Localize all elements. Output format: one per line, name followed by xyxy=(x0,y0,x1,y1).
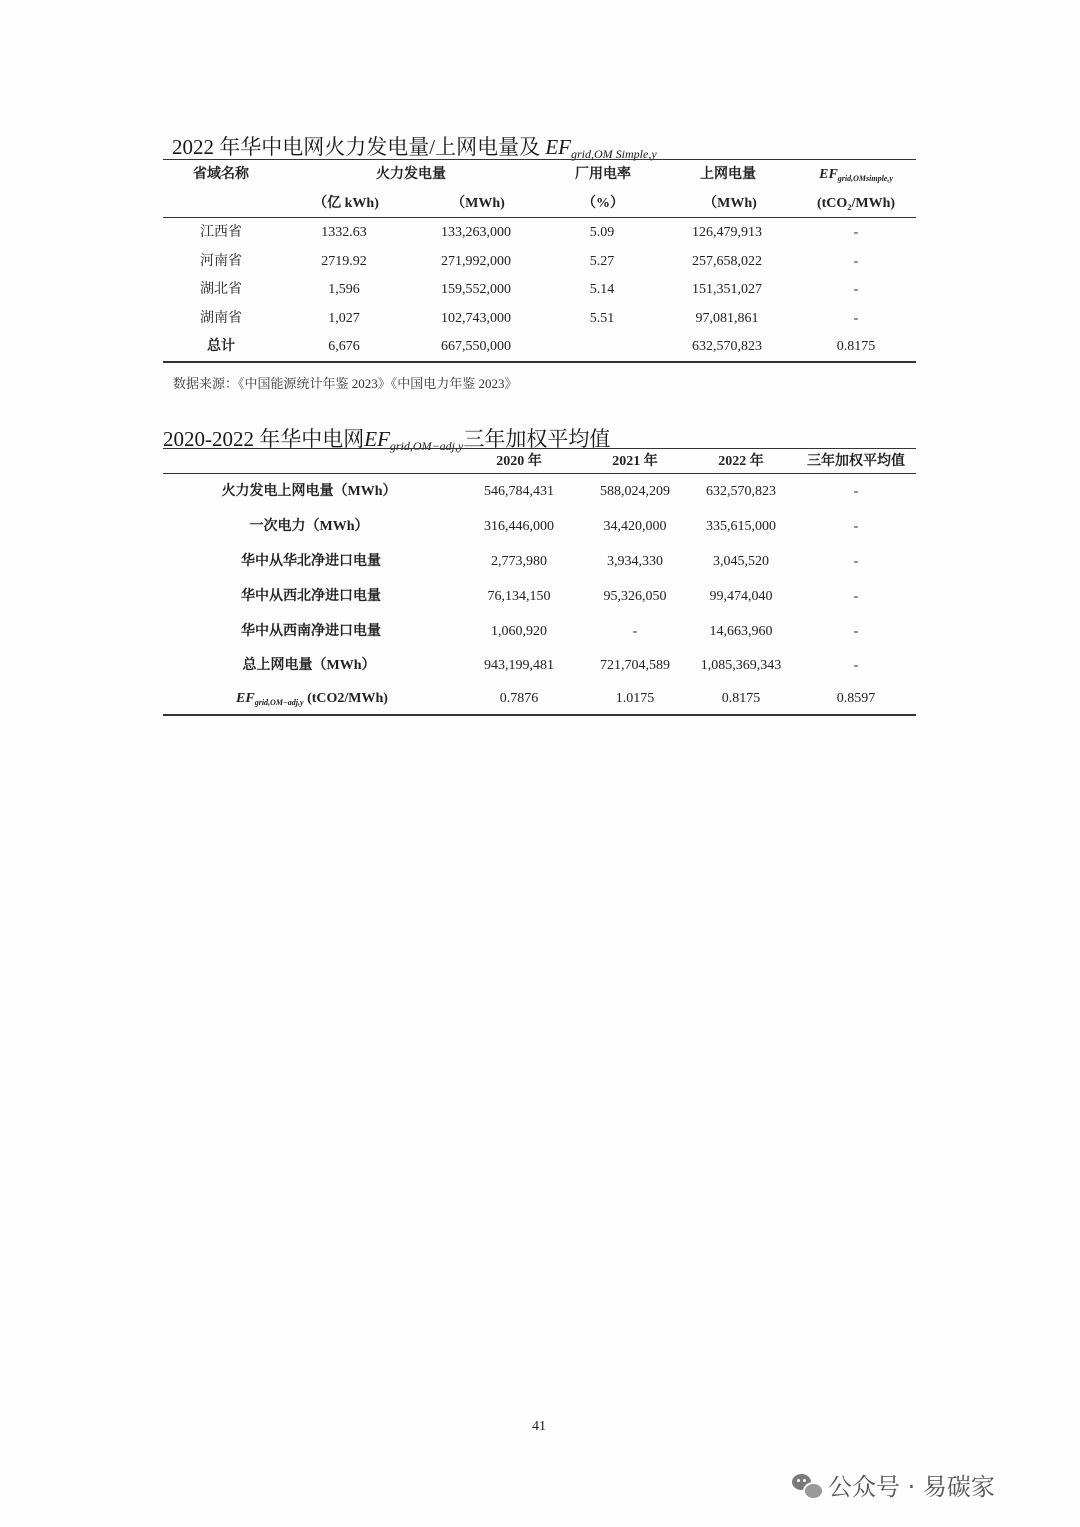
header-ef-unit: (tCO₂/MWh) xyxy=(816,196,896,211)
table2-top-rule xyxy=(163,448,916,449)
header-aux-rate: 厂用电率 xyxy=(575,167,631,182)
header-2021: 2021 年 xyxy=(612,454,658,469)
header-thermal-unit-mwh: （MWh) xyxy=(451,196,505,211)
header-ongrid-unit: （MWh) xyxy=(703,196,757,211)
header-ef: $EF_{grid,OMsimple,y}$ xyxy=(819,167,893,183)
source-note: 数据来源：《中国能源统计年鉴 2023》《中国电力年鉴 2023》 xyxy=(173,376,518,391)
table2-title: 2020-2022 年华中电网$EF_{grid,OM-adj,y}$三年加权平均值 xyxy=(163,427,611,453)
table1-bottom-rule xyxy=(163,361,916,363)
table1-header-rule xyxy=(163,217,916,218)
table2-header-rule xyxy=(163,473,916,474)
header-thermal-unit-yi: （亿 kWh) xyxy=(313,196,379,211)
header-aux-unit: （%） xyxy=(582,196,624,211)
wechat-icon xyxy=(792,1472,822,1498)
header-ongrid: 上网电量 xyxy=(700,167,756,182)
page-number: 41 xyxy=(532,1419,546,1434)
watermark: 公众号 · 易碳家 xyxy=(792,1467,995,1502)
header-weighted-average: 三年加权平均值 xyxy=(807,454,905,469)
header-thermal: 火力发电量 xyxy=(376,167,446,182)
table1-top-rule xyxy=(163,159,916,160)
header-2020: 2020 年 xyxy=(496,454,542,469)
table1-title: 2022 年华中电网火力发电量/上网电量及 $EF_{grid,OM Simple,y}$ xyxy=(172,135,657,161)
table2-bottom-rule xyxy=(163,714,916,716)
header-2022: 2022 年 xyxy=(718,454,764,469)
header-province: 省域名称 xyxy=(193,167,249,182)
